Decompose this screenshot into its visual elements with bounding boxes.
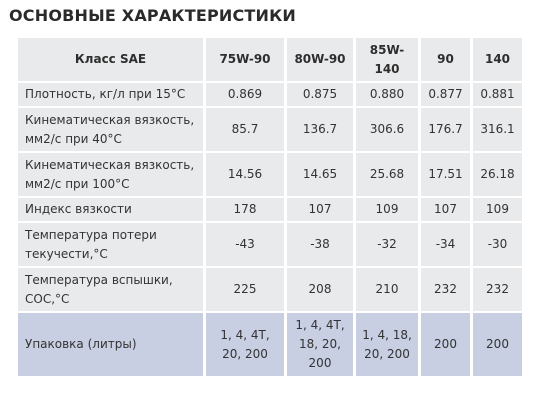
- row-label: Упаковка (литры): [18, 313, 203, 376]
- table-cell: 208: [287, 268, 353, 311]
- column-header: 80W-90: [287, 38, 353, 81]
- table-cell: 1, 4, 18, 20, 200: [356, 313, 418, 376]
- table-cell: 109: [473, 198, 522, 221]
- table-cell: 0.881: [473, 83, 522, 106]
- table-cell: 14.56: [206, 153, 284, 196]
- table-cell: 0.880: [356, 83, 418, 106]
- table-cell: 232: [421, 268, 470, 311]
- table-row: [18, 198, 522, 221]
- table-cell: 17.51: [421, 153, 470, 196]
- table-row: [18, 153, 522, 196]
- table-cell: 0.877: [421, 83, 470, 106]
- table-cell: 176.7: [421, 108, 470, 151]
- table-cell: 210: [356, 268, 418, 311]
- table-cell: 14.65: [287, 153, 353, 196]
- table-row: [18, 83, 522, 106]
- row-label: Индекс вязкости: [18, 198, 203, 221]
- column-header: 85W-140: [356, 38, 418, 81]
- table-cell: 1, 4, 4Т, 18, 20, 200: [287, 313, 353, 376]
- row-label: Температура потери текучести,°С: [18, 223, 203, 266]
- packaging-row: [18, 313, 522, 376]
- table-cell: 316.1: [473, 108, 522, 151]
- column-header: 75W-90: [206, 38, 284, 81]
- specs-table: [15, 36, 525, 378]
- table-cell: 225: [206, 268, 284, 311]
- table-cell: 232: [473, 268, 522, 311]
- table-cell: -43: [206, 223, 284, 266]
- table-cell: -30: [473, 223, 522, 266]
- column-header: 90: [421, 38, 470, 81]
- table-cell: 0.869: [206, 83, 284, 106]
- table-cell: 109: [356, 198, 418, 221]
- table-cell: 306.6: [356, 108, 418, 151]
- table-cell: 200: [473, 313, 522, 376]
- table-cell: 1, 4, 4Т, 20, 200: [206, 313, 284, 376]
- row-label: Кинематическая вязкость, мм2/с при 40°С: [18, 108, 203, 151]
- table-cell: -38: [287, 223, 353, 266]
- table-cell: 25.68: [356, 153, 418, 196]
- table-row: [18, 223, 522, 266]
- column-header: 140: [473, 38, 522, 81]
- table-cell: -32: [356, 223, 418, 266]
- table-cell: 26.18: [473, 153, 522, 196]
- table-cell: 107: [421, 198, 470, 221]
- header-row: [18, 38, 522, 81]
- table-cell: 136.7: [287, 108, 353, 151]
- table-cell: 0.875: [287, 83, 353, 106]
- header-label: Класс SAE: [18, 38, 203, 81]
- page-title: ОСНОВНЫЕ ХАРАКТЕРИСТИКИ: [9, 6, 296, 25]
- table-cell: 107: [287, 198, 353, 221]
- table-cell: 85.7: [206, 108, 284, 151]
- table-row: [18, 268, 522, 311]
- table-cell: -34: [421, 223, 470, 266]
- row-label: Температура вспышки, СОС,°С: [18, 268, 203, 311]
- table-row: [18, 108, 522, 151]
- row-label: Кинематическая вязкость, мм2/с при 100°С: [18, 153, 203, 196]
- table-cell: 200: [421, 313, 470, 376]
- table-cell: 178: [206, 198, 284, 221]
- row-label: Плотность, кг/л при 15°С: [18, 83, 203, 106]
